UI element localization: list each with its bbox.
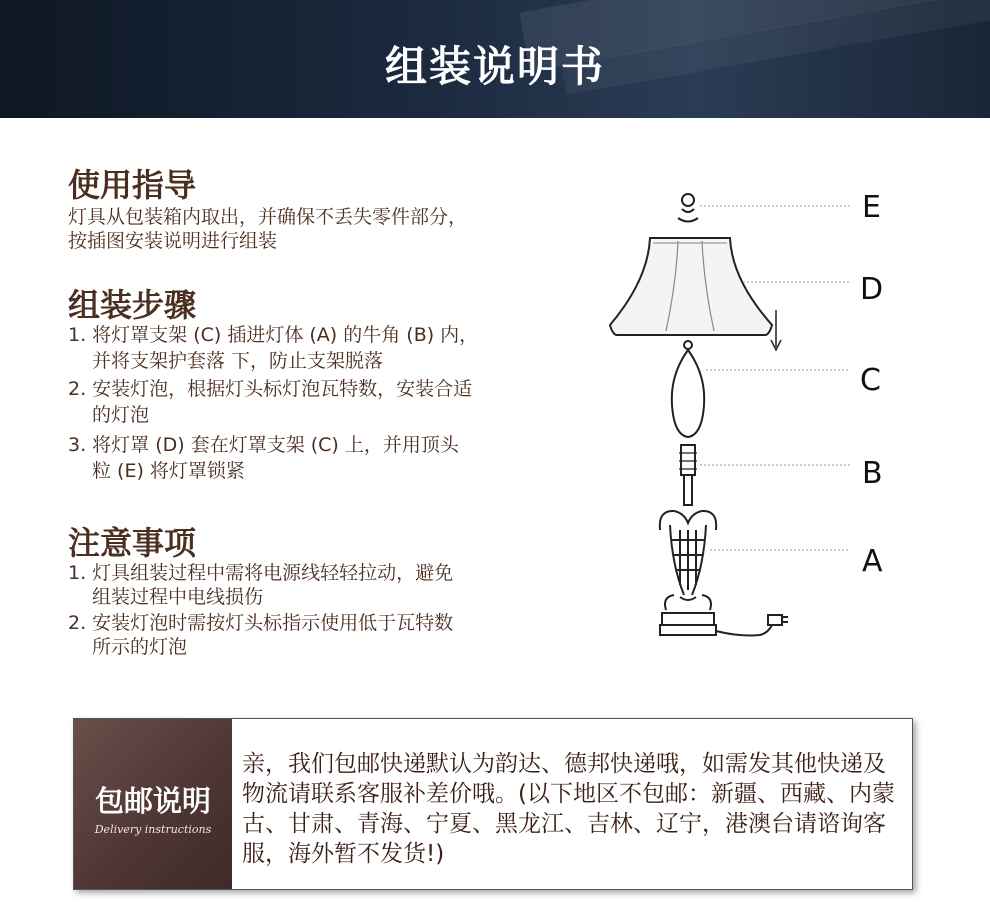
label-c: C bbox=[860, 363, 881, 398]
finial-part bbox=[678, 209, 698, 222]
finial-part bbox=[682, 194, 694, 206]
delivery-text: 亲，我们包邮快递默认为韵达、德邦快递哦，如需发其他快递及物流请联系客服补差价哦。(以下地区不包邮：新疆、西藏、内蒙古、甘肃、青海、宁夏、黑龙江、吉林、辽宁，港澳台请谘询客服，海外暂不发货!) bbox=[242, 751, 895, 867]
step-line: 的灯泡 bbox=[92, 404, 150, 426]
lamp-diagram bbox=[600, 185, 930, 655]
step-line: 粒 (E) 将灯罩锁紧 bbox=[92, 460, 245, 482]
usage-line: 按插图安装说明进行组装 bbox=[68, 230, 278, 252]
page-title: 组装说明书 bbox=[384, 42, 605, 91]
notes-title: 注意事项 bbox=[68, 524, 197, 562]
lampshade-part bbox=[610, 238, 772, 335]
label-e: E bbox=[862, 190, 881, 225]
note-line: 2. 安装灯泡时需按灯头标指示使用低于瓦特数 bbox=[68, 612, 454, 634]
delivery-box bbox=[73, 718, 913, 890]
step-line: 3. 将灯罩 (D) 套在灯罩支架 (C) 上，并用顶头 bbox=[68, 434, 459, 456]
note-line: 所示的灯泡 bbox=[92, 636, 188, 658]
label-a: A bbox=[862, 544, 883, 579]
label-d: D bbox=[860, 272, 884, 307]
step-line: 1. 将灯罩支架 (C) 插进灯体 (A) 的牛角 (B) 内， bbox=[68, 324, 479, 346]
note-line: 1. 灯具组装过程中需将电源线轻轻拉动，避免 bbox=[68, 562, 454, 584]
step-line: 并将支架护套落 下，防止支架脱落 bbox=[92, 350, 384, 372]
usage-title: 使用指导 bbox=[68, 166, 197, 204]
header-banner bbox=[0, 0, 990, 118]
harp-part bbox=[672, 350, 704, 437]
label-b: B bbox=[862, 456, 883, 491]
delivery-label bbox=[74, 719, 232, 889]
note-line: 组装过程中电线损伤 bbox=[92, 586, 264, 608]
delivery-label-cn: 包邮说明 bbox=[94, 784, 211, 818]
steps-title: 组装步骤 bbox=[68, 286, 197, 324]
usage-line: 灯具从包装箱内取出，并确保不丢失零件部分， bbox=[68, 206, 468, 228]
step-line: 2. 安装灯泡，根据灯头标灯泡瓦特数，安装合适 bbox=[68, 378, 473, 400]
socket-part bbox=[681, 445, 695, 475]
delivery-label-en: Delivery instructions bbox=[94, 823, 212, 836]
lamp-body-part bbox=[660, 511, 716, 530]
